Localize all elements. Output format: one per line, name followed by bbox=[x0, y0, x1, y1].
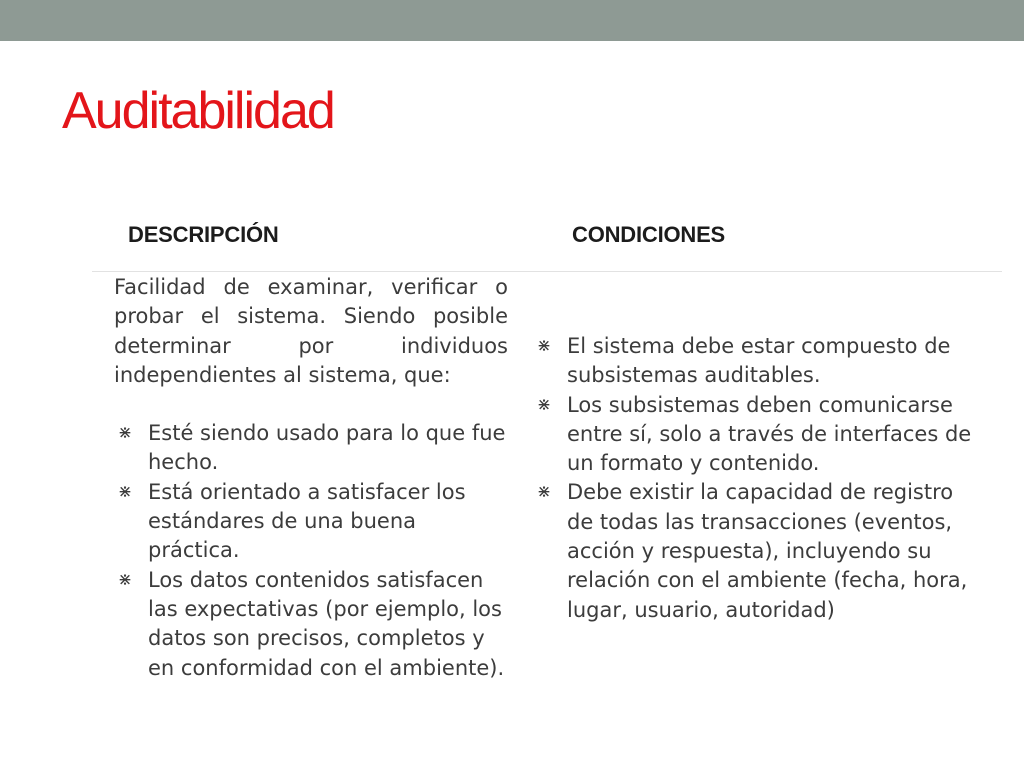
conditions-column-header: CONDICIONES bbox=[572, 222, 726, 247]
bullet-icon: ⋇ bbox=[536, 336, 552, 356]
description-bullet bbox=[114, 566, 508, 683]
bullet-text: El sistema debe estar compuesto de subsistemas auditables. bbox=[567, 334, 951, 388]
paragraph-spacer bbox=[114, 390, 508, 419]
conditions-bullet-list bbox=[533, 332, 983, 625]
conditions-column bbox=[533, 332, 983, 625]
conditions-bullet bbox=[533, 391, 983, 479]
description-column bbox=[114, 273, 508, 683]
description-column-header: DESCRIPCIÓN bbox=[128, 222, 279, 247]
bullet-icon: ⋇ bbox=[117, 569, 133, 590]
header-divider bbox=[92, 271, 1002, 272]
bullet-text: Los datos contenidos satisfacen las expectativas (por ejemplo, los datos son precisos, completos y en conformidad con el ambiente). bbox=[148, 567, 505, 680]
description-bullet bbox=[114, 478, 508, 566]
description-bullet bbox=[114, 419, 508, 478]
conditions-bullet bbox=[533, 478, 983, 624]
bullet-text: Está orientado a satisfacer los estándares de una buena práctica. bbox=[148, 479, 466, 563]
bullet-icon: ⋇ bbox=[536, 394, 552, 415]
bullet-icon: ⋇ bbox=[117, 481, 133, 502]
description-intro: Facilidad de examinar, verificar o probar el sistema. Siendo posible determinar por individuos independientes al sistema, que: bbox=[114, 275, 508, 387]
bullet-text: Los subsistemas deben comunicarse entre sí, solo a través de interfaces de un formato y contenido. bbox=[567, 392, 972, 476]
bullet-text: Debe existir la capacidad de registro de todas las transacciones (eventos, acción y respuesta), incluyendo su relación con el ambiente (fecha, hora, lugar, usuario, autoridad) bbox=[567, 480, 968, 622]
bullet-icon: ⋇ bbox=[536, 482, 552, 503]
bullet-icon: ⋇ bbox=[117, 423, 133, 444]
description-bullet-list bbox=[114, 419, 508, 683]
bullet-text: Esté siendo usado para lo que fue hecho. bbox=[148, 421, 506, 475]
top-accent-bar bbox=[0, 0, 1024, 41]
slide-title: Auditabilidad bbox=[62, 82, 334, 140]
conditions-bullet bbox=[533, 332, 983, 391]
